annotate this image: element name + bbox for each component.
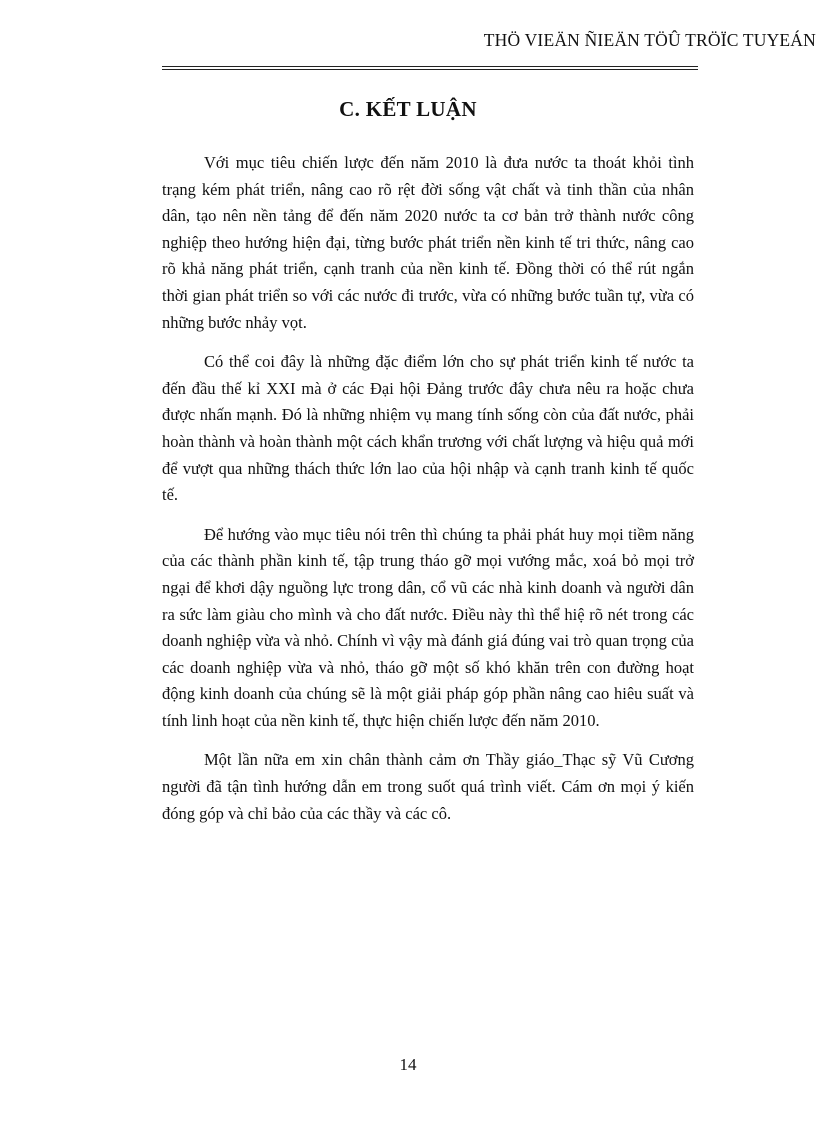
paragraph: Để hướng vào mục tiêu nói trên thì chúng ta phải phát huy mọi tiềm năng của các thành phần kinh tế, tập trung tháo gỡ mọi vướng mắc, xoá bỏ mọi trở ngại để khơi dậy nguồng lực trong dân, cổ vũ các nhà kinh doanh và người dân ra sức làm giàu cho mình và cho đất nước. Điều này thì thể hiệ rõ nét trong các doanh nghiệp vừa và nhỏ. Chính vì vậy mà đánh giá đúng vai trò quan trọng của các doanh nghiệp vừa và nhỏ, tháo gỡ một số khó khăn trên con đường hoạt động kinh doanh của chúng sẽ là một giải pháp góp phần nâng cao hiêu suất và tính linh hoạt của nền kinh tế, thực hiện chiến lược đến năm 2010. [162, 524, 694, 730]
page-number: 14 [399, 1055, 417, 1074]
header-divider-double [162, 69, 698, 70]
header-divider [162, 66, 698, 67]
body-text [162, 150, 694, 840]
paragraph: Một lần nữa em xin chân thành cảm ơn Thầy giáo_Thạc sỹ Vũ Cương người đã tận tình hướng dẫn em trong suốt quá trình viết. Cám ơn mọi ý kiến đóng góp và chỉ bảo của các thầy và các cô. [162, 750, 694, 823]
paragraph: Có thể coi đây là những đặc điểm lớn cho sự phát triển kinh tế nước ta đến đầu thế kỉ XXI mà ở các Đại hội Đảng trước đây chưa nêu ra hoặc chưa được nhấn mạnh. Đó là những nhiệm vụ mang tính sống còn của đất nước, phải hoàn thành và hoàn thành một cách khẩn trương với chất lượng và hiệu quả mới để vượt qua những thách thức lớn lao của hội nhập và cạnh tranh kinh tế quốc tế. [162, 352, 694, 505]
page-header-title: THÖ VIEÄN ÑIEÄN TÖÛ TRÖÏC TUYEÁN [483, 30, 816, 50]
paragraph: Với mục tiêu chiến lược đến năm 2010 là đưa nước ta thoát khỏi tình trạng kém phát triển, nâng cao rõ rệt đời sống vật chất và tinh thần của nhân dân, tạo nên nền tảng để đến năm 2020 nước ta cơ bản trở thành nước công nghiệp theo hướng hiện đại, từng bước phát triển nền kinh tế tri thức, nâng cao rõ khả năng phát triển, cạnh tranh của nền kinh tế. Đồng thời có thể rút ngắn thời gian phát triển so với các nước đi trước, vừa có những bước tuần tự, vừa có những bước nhảy vọt. [162, 153, 694, 332]
section-title: C. KẾT LUẬN [339, 97, 477, 121]
